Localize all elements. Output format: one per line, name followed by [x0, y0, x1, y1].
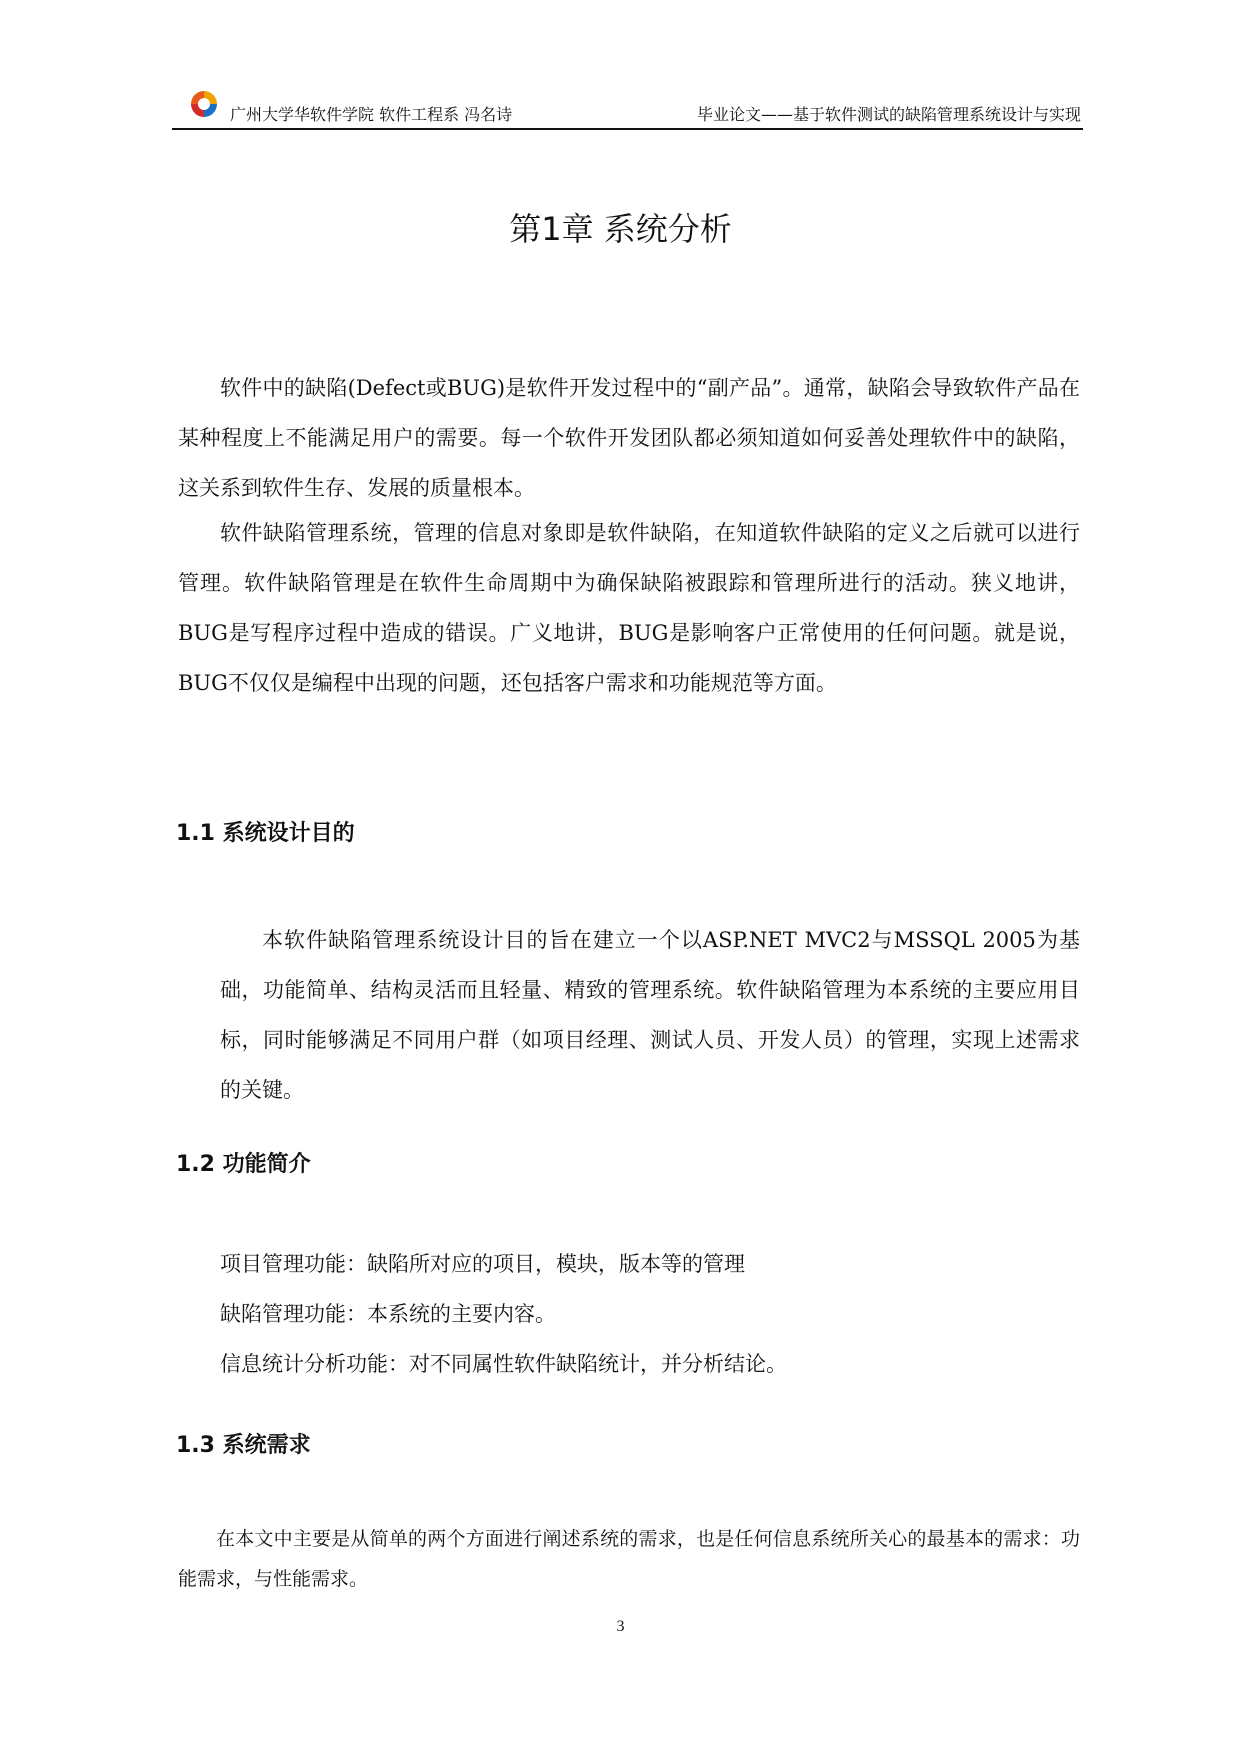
section-heading-1-1: 1.1 系统设计目的	[176, 821, 355, 846]
page-number: 3	[616, 1618, 625, 1635]
college-logo-icon	[188, 88, 220, 120]
section-1-1-paragraph: 本软件缺陷管理系统设计目的旨在建立一个以ASP.NET MVC2与MSSQL 2005为基础，功能简单、结构灵活而且轻量、精致的管理系统。软件缺陷管理为本系统的主要应用目标，同时能够满足不同用户群（如项目经理、测试人员、开发人员）的管理，实现上述需求的关键。	[220, 928, 1080, 1102]
intro-paragraph-1: 软件中的缺陷(Defect或BUG)是软件开发过程中的“副产品”。通常，缺陷会导致软件产品在某种程度上不能满足用户的需要。每一个软件开发团队都必须知道如何妥善处理软件中的缺陷，这关系到软件生存、发展的质量根本。	[178, 376, 1080, 500]
intro-paragraph-2: 软件缺陷管理系统，管理的信息对象即是软件缺陷，在知道软件缺陷的定义之后就可以进行管理。软件缺陷管理是在软件生命周期中为确保缺陷被跟踪和管理所进行的活动。狭义地讲，BUG是写程序过程中造成的错误。广义地讲，BUG是影响客户正常使用的任何问题。就是说，BUG不仅仅是编程中出现的问题，还包括客户需求和功能规范等方面。	[178, 521, 1080, 695]
page-header	[172, 84, 1083, 130]
feature-item-project-management: 项目管理功能：缺陷所对应的项目，模块，版本等的管理	[220, 1252, 745, 1276]
section-1-3-paragraph: 在本文中主要是从简单的两个方面进行阐述系统的需求，也是任何信息系统所关心的最基本的需求：功能需求，与性能需求。	[178, 1528, 1080, 1590]
chapter-title: 第1章 系统分析	[509, 210, 732, 248]
feature-item-defect-management: 缺陷管理功能：本系统的主要内容。	[220, 1302, 556, 1326]
section-heading-1-2: 1.2 功能简介	[176, 1152, 311, 1177]
section-heading-1-3: 1.3 系统需求	[176, 1433, 311, 1458]
feature-item-statistics: 信息统计分析功能：对不同属性软件缺陷统计，并分析结论。	[220, 1352, 787, 1376]
header-thesis-title: 毕业论文——基于软件测试的缺陷管理系统设计与实现	[696, 105, 1081, 124]
header-author-info: 广州大学华软件学院 软件工程系 冯名诗	[230, 105, 513, 124]
